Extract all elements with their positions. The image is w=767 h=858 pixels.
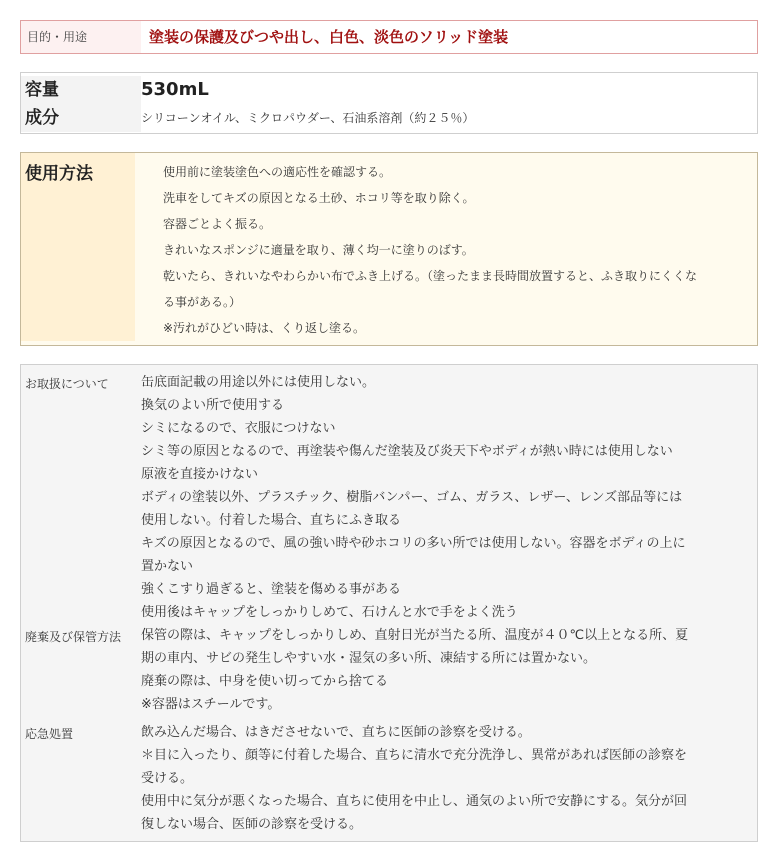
handling-line: 缶底面記載の用途以外には使用しない。 [141,375,376,390]
purpose-value: 塗装の保護及びつや出し、白色、淡色のソリッド塗装 [141,21,757,53]
first-aid-line: 飲み込んだ場合、はきださせないで、直ちに医師の診察を受ける。 [141,725,531,740]
handling-line: キズの原因となるので、風の強い時や砂ホコリの多い所では使用しない。容器をボディの上に [141,536,686,551]
storage-line: ※容器はスチールです。 [141,697,281,712]
handling-box [20,364,758,842]
ingredients-row [21,104,757,132]
usage-step: 容器ごとよく振る。 [163,217,272,231]
handling-section-label: お取扱について [25,377,109,391]
usage-step: きれいなスポンジに適量を取り、薄く均一に塗りのばす。 [163,243,474,257]
ingredients-value: シリコーンオイル、ミクロパウダー、石油系溶剤（約２５％） [141,111,475,125]
first-aid-lines [141,721,749,836]
purpose-label: 目的・用途 [27,30,88,44]
usage-label: 使用方法 [21,153,135,341]
handling-line: 置かない [141,559,194,574]
usage-step: る事がある。） [163,295,242,309]
usage-steps [163,159,751,341]
storage-line: 保管の際は、キャップをしっかりしめ、直射日光が当たる所、温度が４０℃以上となる所、夏 [141,628,689,643]
handling-line: シミ等の原因となるので、再塗装や傷んだ塗装及び炎天下やボディが熱い時には使用しない [141,444,673,459]
handling-line: 原液を直接かけない [141,467,259,482]
storage-section-label: 廃棄及び保管方法 [25,630,122,644]
usage-step: 洗車をしてキズの原因となる土砂、ホコリ等を取り除く。 [163,191,475,205]
ingredients-label: 成分 [21,104,141,132]
usage-step: 乾いたら、きれいなやわらかい布でふき上げる。（塗ったまま長時間放置すると、ふき取りにくくな [163,269,698,283]
first-aid-line: 使用中に気分が悪くなった場合、直ちに使用を中止し、通気のよい所で安静にする。気分が回 [141,794,688,809]
handling-line: シミになるので、衣服につけない [141,421,336,436]
handling-line: 使用しない。付着した場合、直ちにふき取る [141,513,402,528]
storage-line: 期の車内、サビの発生しやすい水・湿気の多い所、凍結する所には置かない。 [141,651,597,666]
first-aid-line: 復しない場合、医師の診察を受ける。 [141,817,363,832]
usage-step: 使用前に塗装塗色への適応性を確認する。 [163,165,392,179]
purpose-box [20,20,758,54]
first-aid-line: ＊目に入ったり、顔等に付着した場合、直ちに清水で充分洗浄し、異常があれば医師の診察を [141,748,688,763]
first-aid-line: 受ける。 [141,771,194,786]
volume-label: 容量 [21,76,141,104]
volume-row [21,76,757,104]
handling-line: 換気のよい所で使用する [141,398,285,413]
first-aid-section-label: 応急処置 [25,727,74,741]
usage-box [20,152,758,346]
handling-line: 強くこすり過ぎると、塗装を傷める事がある [141,582,402,597]
usage-step: ※汚れがひどい時は、くり返し塗る。 [163,321,366,335]
storage-lines [141,624,749,716]
spec-box [20,72,758,134]
volume-value: 530mL [141,79,209,100]
handling-line: ボディの塗装以外、プラスチック、樹脂バンパー、ゴム、ガラス、レザー、レンズ部品等には [141,490,683,505]
handling-lines [141,371,749,624]
handling-line: 使用後はキャップをしっかりしめて、石けんと水で手をよく洗う [141,605,518,620]
storage-line: 廃棄の際は、中身を使い切ってから捨てる [141,674,389,689]
